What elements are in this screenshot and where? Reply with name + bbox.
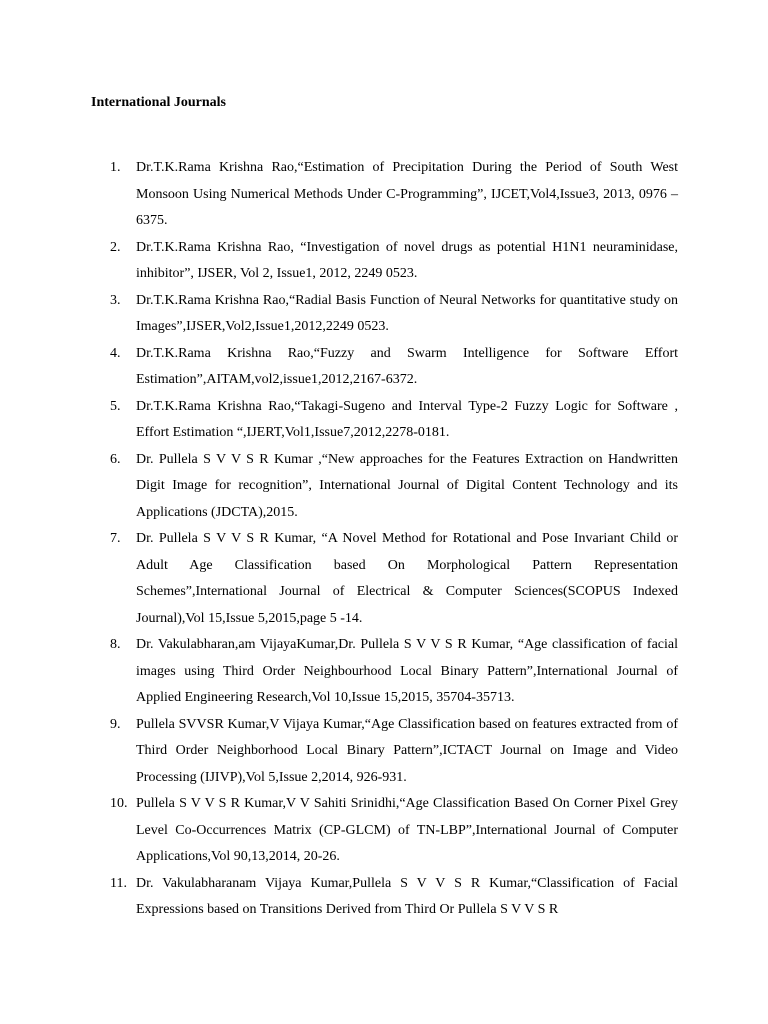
reference-text: Dr.T.K.Rama Krishna Rao,“Radial Basis Function of Neural Networks for quantitative study on Images”,IJSER,Vol2,Issue1,2012,2249 0523.	[136, 292, 678, 334]
reference-item	[91, 394, 678, 447]
reference-number: 9.	[110, 716, 121, 732]
reference-number: 11.	[110, 875, 127, 891]
reference-number: 10.	[110, 796, 128, 811]
reference-item	[91, 288, 678, 341]
reference-text: Dr. Pullela S V V S R Kumar ,“New approaches for the Features Extraction on Handwritten Digit Image for recognition”, International Journal of Digital Content Technology and its Applications (JDCTA),2015.	[136, 451, 678, 520]
reference-item	[91, 712, 678, 792]
reference-list	[91, 155, 678, 924]
reference-number: 1.	[110, 160, 121, 175]
reference-text: Dr.T.K.Rama Krishna Rao, “Investigation of novel drugs as potential H1N1 neuraminidase, inhibitor”, IJSER, Vol 2, Issue1, 2012, 2249 0523.	[136, 239, 678, 281]
reference-text: Pullela S V V S R Kumar,V V Sahiti Srinidhi,“Age Classification Based On Corner Pixel Grey Level Co-Occurrences Matrix (CP-GLCM) of TN-LBP”,International Journal of Computer Applications,Vol 90,13,2014, 20-26.	[136, 796, 678, 864]
reference-text: Pullela SVVSR Kumar,V Vijaya Kumar,“Age Classification based on features extracted from of Third Order Neighborhood Local Binary Pattern”,ICTACT Journal on Image and Video Processing (IJIVP),Vol 5,Issue 2,2014, 926-931.	[136, 716, 678, 785]
reference-text: Dr.T.K.Rama Krishna Rao,“Fuzzy and Swarm Intelligence for Software Effort Estimation”,AITAM,vol2,issue1,2012,2167-6372.	[136, 345, 678, 387]
reference-number: 6.	[110, 451, 121, 467]
reference-text: Dr. Pullela S V V S R Kumar, “A Novel Method for Rotational and Pose Invariant Child or Adult Age Classification based On Morphological Pattern Representation Schemes”,International Journal of Electrical & Computer Sciences(SCOPUS Indexed Journal),Vol 15,Issue 5,2015,page 5 -14.	[136, 531, 678, 626]
reference-text: Dr. Vakulabharan,am VijayaKumar,Dr. Pullela S V V S R Kumar, “Age classification of facial images using Third Order Neighbourhood Local Binary Pattern”,International Journal of Applied Engineering Research,Vol 10,Issue 15,2015, 35704-35713.	[136, 637, 678, 705]
reference-text: Dr. Vakulabharanam Vijaya Kumar,Pullela S V V S R Kumar,“Classification of Facial Expressions based on Transitions Derived from Third Or Pullela S V V S R	[136, 875, 678, 917]
reference-number: 7.	[110, 531, 121, 546]
reference-item	[91, 526, 678, 632]
reference-number: 3.	[110, 292, 121, 308]
reference-item	[91, 632, 678, 712]
reference-item	[91, 155, 678, 235]
reference-item	[91, 235, 678, 288]
reference-item	[91, 341, 678, 394]
reference-number: 8.	[110, 637, 121, 652]
reference-text: Dr.T.K.Rama Krishna Rao,“Estimation of Precipitation During the Period of South West Monsoon Using Numerical Methods Under C-Programming”, IJCET,Vol4,Issue3, 2013, 0976 – 6375.	[136, 160, 678, 228]
reference-item	[91, 791, 678, 871]
reference-number: 2.	[110, 239, 121, 255]
reference-item	[91, 871, 678, 924]
reference-number: 4.	[110, 345, 121, 361]
section-heading: International Journals	[91, 95, 226, 110]
reference-number: 5.	[110, 398, 121, 414]
reference-item	[91, 447, 678, 527]
reference-text: Dr.T.K.Rama Krishna Rao,“Takagi-Sugeno and Interval Type-2 Fuzzy Logic for Software , Effort Estimation “,IJERT,Vol1,Issue7,2012,2278-0181.	[136, 398, 678, 440]
